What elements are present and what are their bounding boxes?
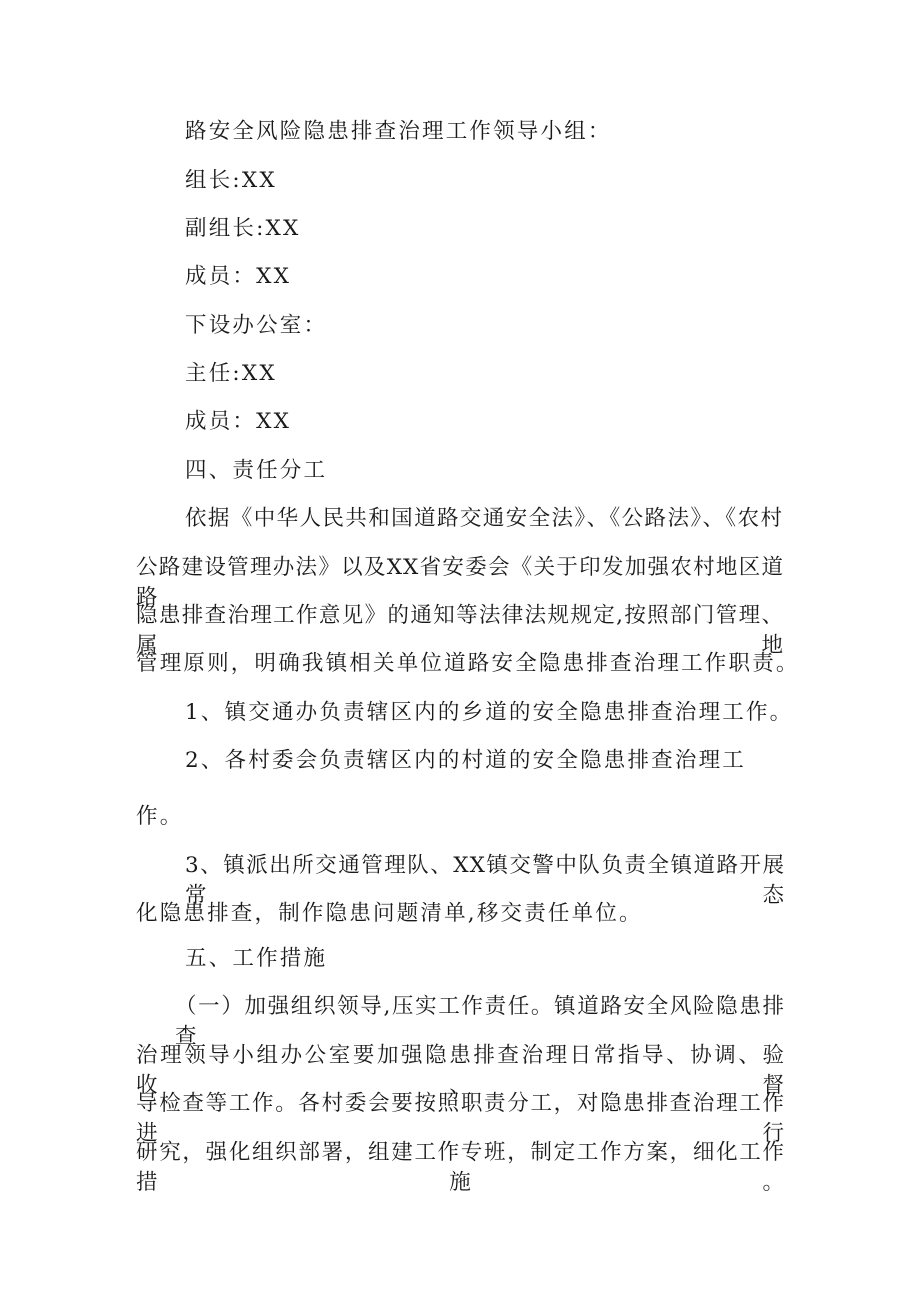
text-line: 导检查等工作。各村委会要按照职责分工，对隐患排查治理工作进行	[136, 1091, 785, 1146]
text-line: 1、镇交通办负责辖区内的乡道的安全隐患排查治理工作。	[185, 700, 794, 725]
text-line: 成员：XX	[185, 409, 292, 434]
text-line: 化隐患排查，制作隐患问题清单,移交责任单位。	[136, 901, 643, 926]
text-line: 成员：XX	[185, 264, 292, 289]
section-heading: 四、责任分工	[185, 458, 328, 483]
text-line: 主任:XX	[185, 361, 277, 386]
text-line: 路安全风险隐患排查治理工作领导小组：	[185, 119, 612, 144]
text-line: 依据《中华人民共和国道路交通安全法》、《公路法》、《农村	[185, 506, 783, 531]
text-line: 作。	[136, 804, 184, 829]
text-line: 管理原则，明确我镇相关单位道路安全隐患排查治理工作职责。	[136, 651, 800, 676]
text-line: 隐患排查治理工作意见》的通知等法律法规规定,按照部门管理、属地	[136, 603, 784, 658]
text-line: 下设办公室：	[185, 313, 328, 338]
section-heading: 五、工作措施	[185, 946, 328, 971]
text-line: 副组长:XX	[185, 216, 301, 241]
text-line: 研究，强化组织部署，组建工作专班，制定工作方案，细化工作措施。	[136, 1140, 785, 1195]
text-line: 2、各村委会负责辖区内的村道的安全隐患排查治理工	[185, 748, 746, 773]
text-line: （一）加强组织领导,压实工作责任。镇道路安全风险隐患排查	[175, 994, 785, 1049]
text-line: 公路建设管理办法》以及XX省安委会《关于印发加强农村地区道路	[136, 555, 784, 610]
text-line: 治理领导小组办公室要加强隐患排查治理日常指导、协调、验收、督	[136, 1043, 785, 1098]
text-line: 组长:XX	[185, 168, 277, 193]
text-line: 3、镇派出所交通管理队、XX镇交警中队负责全镇道路开展常态	[185, 853, 785, 908]
